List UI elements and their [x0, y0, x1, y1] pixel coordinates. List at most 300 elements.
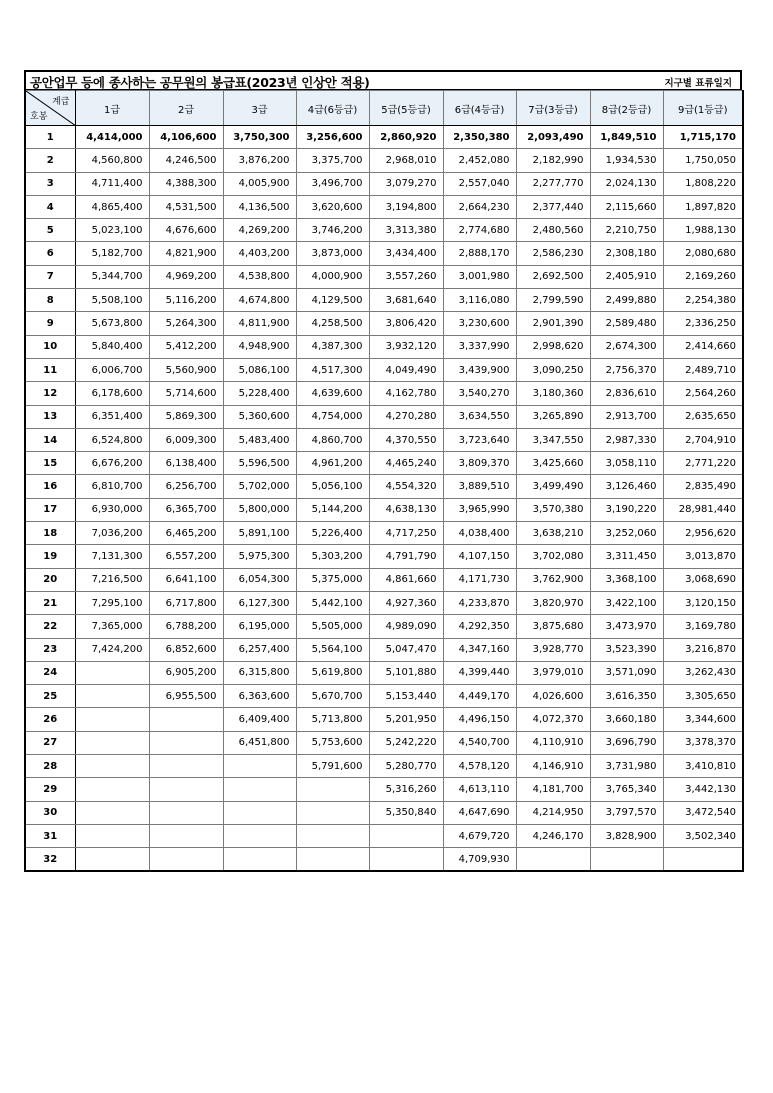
- salary-cell: 4,969,200: [149, 265, 223, 288]
- salary-cell: 4,948,900: [223, 335, 296, 358]
- salary-cell: 3,313,380: [369, 219, 443, 242]
- salary-cell: 2,564,260: [663, 382, 743, 405]
- table-body: [25, 126, 743, 872]
- salary-cell: 5,891,100: [223, 522, 296, 545]
- salary-cell: 4,647,690: [443, 801, 516, 824]
- salary-cell: [75, 708, 149, 731]
- step-cell: 8: [25, 289, 75, 312]
- salary-cell: 5,056,100: [296, 475, 369, 498]
- salary-cell: 5,702,000: [223, 475, 296, 498]
- grade-header: 7급(3등급): [516, 91, 590, 126]
- salary-cell: 5,560,900: [149, 358, 223, 381]
- salary-cell: [223, 801, 296, 824]
- salary-cell: 2,589,480: [590, 312, 663, 335]
- salary-cell: 3,422,100: [590, 591, 663, 614]
- salary-cell: 2,489,710: [663, 358, 743, 381]
- step-cell: 24: [25, 661, 75, 684]
- salary-cell: 3,540,270: [443, 382, 516, 405]
- grade-header: 8급(2등급): [590, 91, 663, 126]
- salary-cell: 5,023,100: [75, 219, 149, 242]
- salary-cell: 5,350,840: [369, 801, 443, 824]
- grade-header: 5급(5등급): [369, 91, 443, 126]
- salary-cell: 4,821,900: [149, 242, 223, 265]
- salary-cell: 2,998,620: [516, 335, 590, 358]
- salary-cell: 4,554,320: [369, 475, 443, 498]
- salary-cell: 6,409,400: [223, 708, 296, 731]
- salary-cell: 3,375,700: [296, 149, 369, 172]
- salary-cell: 6,676,200: [75, 452, 149, 475]
- salary-cell: 4,676,600: [149, 219, 223, 242]
- salary-cell: 2,913,700: [590, 405, 663, 428]
- table-row: [25, 661, 743, 684]
- salary-cell: 4,072,370: [516, 708, 590, 731]
- salary-cell: [369, 824, 443, 847]
- salary-cell: 3,965,990: [443, 498, 516, 521]
- salary-cell: 6,315,800: [223, 661, 296, 684]
- salary-cell: 4,000,900: [296, 265, 369, 288]
- salary-cell: [223, 755, 296, 778]
- salary-cell: 5,226,400: [296, 522, 369, 545]
- salary-cell: 4,674,800: [223, 289, 296, 312]
- salary-cell: 3,499,490: [516, 475, 590, 498]
- table-row: [25, 731, 743, 754]
- step-cell: 18: [25, 522, 75, 545]
- step-cell: 2: [25, 149, 75, 172]
- salary-cell: 2,182,990: [516, 149, 590, 172]
- salary-cell: [75, 801, 149, 824]
- grade-header: 4급(6등급): [296, 91, 369, 126]
- step-cell: 7: [25, 265, 75, 288]
- salary-cell: 3,889,510: [443, 475, 516, 498]
- salary-cell: 4,370,550: [369, 428, 443, 451]
- table-row: [25, 824, 743, 847]
- step-cell: 10: [25, 335, 75, 358]
- salary-cell: 3,634,550: [443, 405, 516, 428]
- page-title: 공안업무 등에 종사하는 공무원의 봉급표(2023년 인상안 적용): [30, 75, 370, 90]
- table-row: [25, 755, 743, 778]
- salary-cell: 3,502,340: [663, 824, 743, 847]
- salary-cell: 4,861,660: [369, 568, 443, 591]
- salary-cell: 5,116,200: [149, 289, 223, 312]
- salary-cell: 2,956,620: [663, 522, 743, 545]
- salary-cell: 6,451,800: [223, 731, 296, 754]
- salary-cell: 4,106,600: [149, 126, 223, 149]
- salary-cell: 3,434,400: [369, 242, 443, 265]
- salary-cell: 5,086,100: [223, 358, 296, 381]
- salary-cell: 3,252,060: [590, 522, 663, 545]
- salary-cell: 4,181,700: [516, 778, 590, 801]
- salary-cell: 6,465,200: [149, 522, 223, 545]
- salary-cell: 4,496,150: [443, 708, 516, 731]
- table-row: [25, 848, 743, 871]
- salary-cell: 4,989,090: [369, 615, 443, 638]
- salary-cell: 6,365,700: [149, 498, 223, 521]
- salary-cell: 2,024,130: [590, 172, 663, 195]
- salary-cell: 5,673,800: [75, 312, 149, 335]
- salary-cell: [149, 848, 223, 871]
- salary-cell: 4,791,790: [369, 545, 443, 568]
- salary-cell: 3,001,980: [443, 265, 516, 288]
- salary-cell: [149, 801, 223, 824]
- salary-cell: 2,350,380: [443, 126, 516, 149]
- salary-cell: 3,638,210: [516, 522, 590, 545]
- salary-cell: 2,836,610: [590, 382, 663, 405]
- salary-cell: 4,865,400: [75, 195, 149, 218]
- salary-cell: 4,292,350: [443, 615, 516, 638]
- salary-cell: [149, 708, 223, 731]
- salary-cell: 3,473,970: [590, 615, 663, 638]
- salary-cell: 4,613,110: [443, 778, 516, 801]
- salary-cell: 3,169,780: [663, 615, 743, 638]
- salary-cell: 6,138,400: [149, 452, 223, 475]
- salary-cell: 5,596,500: [223, 452, 296, 475]
- salary-cell: 4,717,250: [369, 522, 443, 545]
- salary-cell: 7,365,000: [75, 615, 149, 638]
- salary-cell: 4,679,720: [443, 824, 516, 847]
- salary-cell: 28,981,440: [663, 498, 743, 521]
- salary-cell: 3,828,900: [590, 824, 663, 847]
- salary-cell: 5,303,200: [296, 545, 369, 568]
- salary-cell: 2,115,660: [590, 195, 663, 218]
- salary-cell: 2,901,390: [516, 312, 590, 335]
- salary-cell: 4,347,160: [443, 638, 516, 661]
- salary-cell: 6,178,600: [75, 382, 149, 405]
- salary-cell: [223, 824, 296, 847]
- salary-cell: 2,405,910: [590, 265, 663, 288]
- table-row: [25, 708, 743, 731]
- salary-cell: [149, 731, 223, 754]
- salary-cell: 2,210,750: [590, 219, 663, 242]
- salary-cell: 5,153,440: [369, 685, 443, 708]
- salary-cell: 3,620,600: [296, 195, 369, 218]
- salary-cell: 5,505,000: [296, 615, 369, 638]
- step-cell: 23: [25, 638, 75, 661]
- salary-cell: 3,496,700: [296, 172, 369, 195]
- grade-header: 1급: [75, 91, 149, 126]
- salary-cell: 3,190,220: [590, 498, 663, 521]
- salary-cell: 7,036,200: [75, 522, 149, 545]
- step-cell: 14: [25, 428, 75, 451]
- salary-cell: 1,715,170: [663, 126, 743, 149]
- step-cell: 20: [25, 568, 75, 591]
- salary-cell: 4,465,240: [369, 452, 443, 475]
- step-cell: 11: [25, 358, 75, 381]
- salary-cell: 3,194,800: [369, 195, 443, 218]
- salary-cell: 3,660,180: [590, 708, 663, 731]
- step-cell: 28: [25, 755, 75, 778]
- table-row: [25, 615, 743, 638]
- salary-cell: 2,277,770: [516, 172, 590, 195]
- salary-cell: 5,713,800: [296, 708, 369, 731]
- table-row: [25, 801, 743, 824]
- step-cell: 9: [25, 312, 75, 335]
- salary-cell: 3,928,770: [516, 638, 590, 661]
- table-row: [25, 568, 743, 591]
- salary-cell: 3,571,090: [590, 661, 663, 684]
- salary-cell: 4,449,170: [443, 685, 516, 708]
- salary-cell: 2,093,490: [516, 126, 590, 149]
- salary-cell: 6,054,300: [223, 568, 296, 591]
- step-cell: 22: [25, 615, 75, 638]
- salary-cell: 6,195,000: [223, 615, 296, 638]
- grade-header: 6급(4등급): [443, 91, 516, 126]
- table-row: [25, 172, 743, 195]
- salary-cell: 5,670,700: [296, 685, 369, 708]
- salary-cell: 3,523,390: [590, 638, 663, 661]
- salary-cell: [296, 824, 369, 847]
- salary-cell: [223, 848, 296, 871]
- step-cell: 17: [25, 498, 75, 521]
- salary-cell: [75, 755, 149, 778]
- salary-cell: 6,788,200: [149, 615, 223, 638]
- salary-cell: 4,269,200: [223, 219, 296, 242]
- salary-cell: 6,930,000: [75, 498, 149, 521]
- salary-cell: 4,136,500: [223, 195, 296, 218]
- salary-cell: 4,214,950: [516, 801, 590, 824]
- salary-cell: 5,714,600: [149, 382, 223, 405]
- salary-cell: 2,968,010: [369, 149, 443, 172]
- salary-cell: 7,295,100: [75, 591, 149, 614]
- salary-cell: 4,387,300: [296, 335, 369, 358]
- salary-cell: 1,849,510: [590, 126, 663, 149]
- salary-cell: 4,639,600: [296, 382, 369, 405]
- salary-cell: 7,424,200: [75, 638, 149, 661]
- salary-cell: 5,869,300: [149, 405, 223, 428]
- salary-cell: 1,988,130: [663, 219, 743, 242]
- salary-cell: 3,731,980: [590, 755, 663, 778]
- salary-cell: 3,180,360: [516, 382, 590, 405]
- salary-cell: 5,412,200: [149, 335, 223, 358]
- salary-cell: 5,228,400: [223, 382, 296, 405]
- salary-cell: 3,262,430: [663, 661, 743, 684]
- salary-sheet: [24, 70, 742, 872]
- table-row: [25, 428, 743, 451]
- salary-cell: 4,005,900: [223, 172, 296, 195]
- salary-cell: 4,538,800: [223, 265, 296, 288]
- salary-cell: [296, 801, 369, 824]
- salary-cell: 2,674,300: [590, 335, 663, 358]
- table-row: [25, 195, 743, 218]
- salary-cell: 6,810,700: [75, 475, 149, 498]
- corner-cell: [25, 91, 75, 126]
- salary-cell: 4,709,930: [443, 848, 516, 871]
- salary-cell: 6,006,700: [75, 358, 149, 381]
- salary-cell: 5,360,600: [223, 405, 296, 428]
- salary-cell: [590, 848, 663, 871]
- table-row: [25, 638, 743, 661]
- salary-cell: 4,578,120: [443, 755, 516, 778]
- salary-cell: 5,316,260: [369, 778, 443, 801]
- step-cell: 27: [25, 731, 75, 754]
- salary-cell: 6,557,200: [149, 545, 223, 568]
- step-cell: 15: [25, 452, 75, 475]
- salary-cell: 3,797,570: [590, 801, 663, 824]
- salary-cell: 5,182,700: [75, 242, 149, 265]
- salary-cell: 2,169,260: [663, 265, 743, 288]
- salary-cell: 3,750,300: [223, 126, 296, 149]
- salary-cell: [296, 848, 369, 871]
- table-row: [25, 312, 743, 335]
- salary-cell: 6,363,600: [223, 685, 296, 708]
- salary-cell: 3,347,550: [516, 428, 590, 451]
- salary-cell: 5,375,000: [296, 568, 369, 591]
- salary-cell: 5,483,400: [223, 428, 296, 451]
- salary-cell: 5,264,300: [149, 312, 223, 335]
- salary-cell: 2,080,680: [663, 242, 743, 265]
- salary-cell: 5,144,200: [296, 498, 369, 521]
- salary-cell: 3,120,150: [663, 591, 743, 614]
- salary-cell: 3,311,450: [590, 545, 663, 568]
- table-row: [25, 265, 743, 288]
- salary-cell: 3,256,600: [296, 126, 369, 149]
- salary-cell: 2,414,660: [663, 335, 743, 358]
- salary-cell: 4,162,780: [369, 382, 443, 405]
- salary-cell: 3,442,130: [663, 778, 743, 801]
- salary-cell: 4,107,150: [443, 545, 516, 568]
- table-row: [25, 452, 743, 475]
- salary-cell: 6,905,200: [149, 661, 223, 684]
- salary-cell: 4,638,130: [369, 498, 443, 521]
- salary-cell: 3,116,080: [443, 289, 516, 312]
- salary-cell: 3,932,120: [369, 335, 443, 358]
- salary-cell: 4,399,440: [443, 661, 516, 684]
- salary-cell: 4,233,870: [443, 591, 516, 614]
- step-cell: 12: [25, 382, 75, 405]
- salary-cell: 2,987,330: [590, 428, 663, 451]
- salary-cell: 2,377,440: [516, 195, 590, 218]
- salary-cell: 2,799,590: [516, 289, 590, 312]
- salary-cell: [75, 685, 149, 708]
- salary-cell: 3,013,870: [663, 545, 743, 568]
- salary-cell: [75, 661, 149, 684]
- salary-cell: 5,047,470: [369, 638, 443, 661]
- salary-cell: 4,388,300: [149, 172, 223, 195]
- salary-cell: 5,242,220: [369, 731, 443, 754]
- salary-cell: 3,875,680: [516, 615, 590, 638]
- salary-cell: 4,246,500: [149, 149, 223, 172]
- salary-cell: 6,351,400: [75, 405, 149, 428]
- salary-cell: 2,586,230: [516, 242, 590, 265]
- salary-cell: 2,704,910: [663, 428, 743, 451]
- salary-cell: 2,860,920: [369, 126, 443, 149]
- salary-cell: 3,806,420: [369, 312, 443, 335]
- salary-cell: 4,860,700: [296, 428, 369, 451]
- salary-cell: 6,641,100: [149, 568, 223, 591]
- salary-cell: 4,038,400: [443, 522, 516, 545]
- step-cell: 32: [25, 848, 75, 871]
- salary-cell: 2,888,170: [443, 242, 516, 265]
- salary-cell: 4,560,800: [75, 149, 149, 172]
- salary-table: [24, 90, 744, 872]
- step-cell: 1: [25, 126, 75, 149]
- salary-cell: 2,557,040: [443, 172, 516, 195]
- salary-cell: 2,499,880: [590, 289, 663, 312]
- salary-cell: 5,442,100: [296, 591, 369, 614]
- header-row: [25, 91, 743, 126]
- salary-cell: 3,702,080: [516, 545, 590, 568]
- salary-cell: 3,079,270: [369, 172, 443, 195]
- salary-cell: 3,058,110: [590, 452, 663, 475]
- salary-cell: 2,308,180: [590, 242, 663, 265]
- step-cell: 13: [25, 405, 75, 428]
- step-cell: 26: [25, 708, 75, 731]
- salary-cell: 1,750,050: [663, 149, 743, 172]
- salary-cell: 4,517,300: [296, 358, 369, 381]
- step-cell: 5: [25, 219, 75, 242]
- table-row: [25, 475, 743, 498]
- salary-cell: 6,256,700: [149, 475, 223, 498]
- salary-cell: 2,664,230: [443, 195, 516, 218]
- step-cell: 16: [25, 475, 75, 498]
- grade-header: 2급: [149, 91, 223, 126]
- salary-cell: 4,531,500: [149, 195, 223, 218]
- salary-cell: 3,472,540: [663, 801, 743, 824]
- salary-cell: 6,127,300: [223, 591, 296, 614]
- salary-cell: 3,820,970: [516, 591, 590, 614]
- salary-cell: 3,876,200: [223, 149, 296, 172]
- table-row: [25, 591, 743, 614]
- salary-cell: 4,711,400: [75, 172, 149, 195]
- salary-cell: [75, 848, 149, 871]
- salary-cell: 4,129,500: [296, 289, 369, 312]
- grade-header: 9급(1등급): [663, 91, 743, 126]
- salary-cell: 3,337,990: [443, 335, 516, 358]
- stamp-label: 지구별 표류일지: [664, 78, 732, 89]
- salary-cell: 4,403,200: [223, 242, 296, 265]
- salary-cell: 3,439,900: [443, 358, 516, 381]
- salary-cell: 3,557,260: [369, 265, 443, 288]
- salary-cell: 5,101,880: [369, 661, 443, 684]
- salary-cell: 3,090,250: [516, 358, 590, 381]
- salary-cell: 3,265,890: [516, 405, 590, 428]
- salary-cell: [149, 755, 223, 778]
- table-row: [25, 242, 743, 265]
- salary-cell: 3,809,370: [443, 452, 516, 475]
- salary-cell: [223, 778, 296, 801]
- table-row: [25, 358, 743, 381]
- salary-cell: 3,873,000: [296, 242, 369, 265]
- step-cell: 21: [25, 591, 75, 614]
- step-cell: 6: [25, 242, 75, 265]
- salary-cell: [369, 848, 443, 871]
- salary-cell: 5,753,600: [296, 731, 369, 754]
- title-bar: [24, 70, 742, 90]
- salary-cell: [75, 731, 149, 754]
- salary-cell: [149, 778, 223, 801]
- corner-step-label: 호봉: [30, 112, 48, 122]
- salary-cell: 4,961,200: [296, 452, 369, 475]
- salary-cell: 3,230,600: [443, 312, 516, 335]
- salary-cell: 5,280,770: [369, 755, 443, 778]
- salary-cell: [75, 778, 149, 801]
- salary-cell: 4,270,280: [369, 405, 443, 428]
- salary-cell: 5,344,700: [75, 265, 149, 288]
- salary-cell: 3,979,010: [516, 661, 590, 684]
- salary-cell: 4,049,490: [369, 358, 443, 381]
- salary-cell: 3,126,460: [590, 475, 663, 498]
- salary-cell: 3,765,340: [590, 778, 663, 801]
- salary-cell: 6,852,600: [149, 638, 223, 661]
- salary-cell: [149, 824, 223, 847]
- salary-cell: 3,344,600: [663, 708, 743, 731]
- salary-cell: 3,378,370: [663, 731, 743, 754]
- salary-cell: 5,508,100: [75, 289, 149, 312]
- table-row: [25, 522, 743, 545]
- salary-cell: 7,216,500: [75, 568, 149, 591]
- salary-cell: 2,336,250: [663, 312, 743, 335]
- salary-cell: 6,717,800: [149, 591, 223, 614]
- salary-cell: 4,414,000: [75, 126, 149, 149]
